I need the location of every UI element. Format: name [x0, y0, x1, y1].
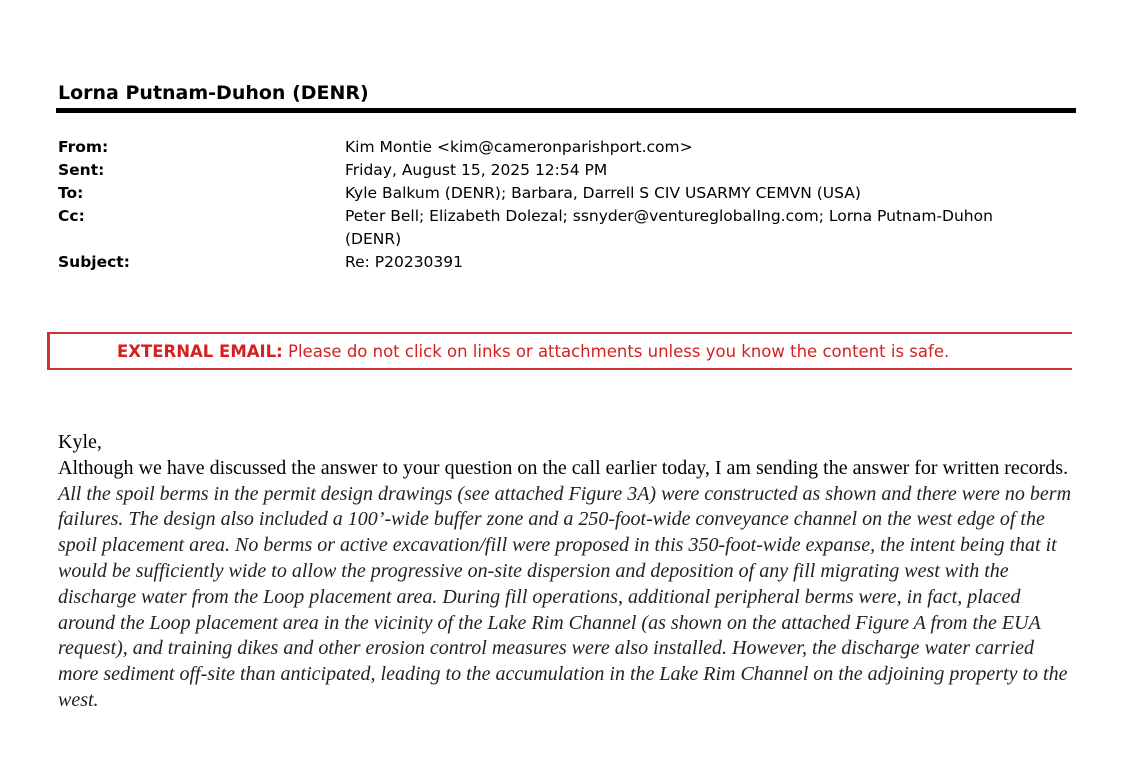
- header-cc-row: [58, 205, 1058, 251]
- banner-label: EXTERNAL EMAIL:: [117, 342, 283, 361]
- header-from-row: [58, 136, 1058, 159]
- mailbox-owner-title: Lorna Putnam-Duhon (DENR): [58, 82, 369, 104]
- header-cc-value: Peter Bell; Elizabeth Dolezal; ssnyder@ventureglobalIng.com; Lorna Putnam-Duhon (DENR): [345, 207, 993, 248]
- external-email-banner: [47, 332, 1072, 370]
- header-sent-label: Sent:: [58, 161, 105, 179]
- header-sent-row: [58, 159, 1058, 182]
- body-greeting: Kyle,: [58, 431, 102, 453]
- header-to-label: To:: [58, 184, 84, 202]
- header-to-value: Kyle Balkum (DENR); Barbara, Darrell S CIV USARMY CEMVN (USA): [345, 184, 861, 202]
- header-from-label: From:: [58, 138, 109, 156]
- title-divider: [56, 108, 1076, 113]
- body-intro: Although we have discussed the answer to your question on the call earlier today, I am sending the answer for written records.: [58, 456, 1069, 479]
- banner-content: [117, 342, 949, 361]
- header-to-row: [58, 182, 1058, 205]
- header-subject-value: Re: P20230391: [345, 253, 463, 271]
- header-from-value: Kim Montie <kim@cameronparishport.com>: [345, 138, 693, 156]
- banner-text: Please do not click on links or attachments unless you know the content is safe.: [282, 342, 950, 361]
- body-quoted-answer: All the spoil berms in the permit design drawings (see attached Figure 3A) were constructed as shown and there were no berm failures. The design also included a 100’-wide buffer zone and a 250-foot-wide conveyance channel on the west edge of the spoil placement area. No berms or active excavation/fill were proposed in this 350-foot-wide expanse, the intent being that it would be sufficiently wide to allow the progressive on-site dispersion and deposition of any fill migrating west with the discharge water from the Loop placement area. During fill operations, additional peripheral berms were, in fact, placed around the Loop placement area in the vicinity of the Lake Rim Channel (as shown on the attached Figure A from the EUA request), and training dikes and other erosion control measures were also installed. However, the discharge water carried more sediment off-site than anticipated, leading to the accumulation in the Lake Rim Channel on the adjoining property to the west.: [58, 482, 1072, 711]
- header-cc-label: Cc:: [58, 207, 85, 225]
- header-sent-value: Friday, August 15, 2025 12:54 PM: [345, 161, 608, 179]
- header-subject-label: Subject:: [58, 253, 130, 271]
- email-body: [58, 430, 1078, 714]
- header-subject-row: [58, 251, 1058, 274]
- email-headers: [58, 136, 1058, 274]
